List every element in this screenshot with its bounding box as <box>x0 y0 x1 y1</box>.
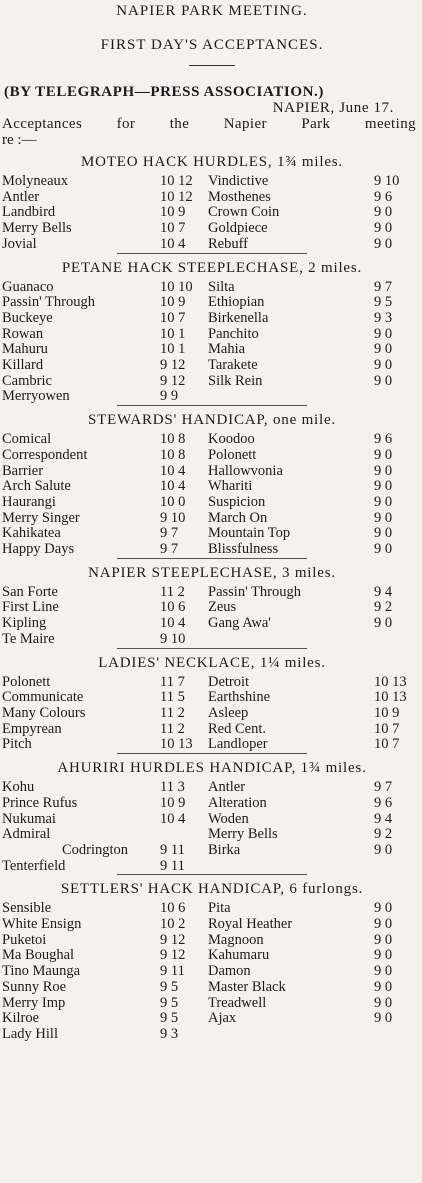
horse-weight: 10 12 <box>160 188 193 205</box>
horse-weight: 9 12 <box>160 947 186 964</box>
horse-name: Gang Awa' <box>208 615 271 632</box>
horse-weight: 9 0 <box>374 916 393 933</box>
horse-weight: 9 11 <box>160 857 185 874</box>
horse-name: Landbird <box>2 204 56 221</box>
horse-name: Sensible <box>2 900 52 917</box>
horse-weight: 10 7 <box>160 309 186 326</box>
horse-weight: 9 3 <box>374 309 393 326</box>
horse-name: Rowan <box>2 325 44 342</box>
horse-name: Woden <box>208 810 249 827</box>
race-section <box>2 757 422 875</box>
race-title: PETANE HACK STEEPLECHASE, 2 miles. <box>61 259 363 276</box>
horse-weight: 9 0 <box>374 493 393 510</box>
horse-weight: 10 0 <box>160 493 186 510</box>
horse-weight: 10 4 <box>160 478 186 495</box>
horse-weight: 10 9 <box>374 704 400 721</box>
horse-name: Merry Bells <box>208 826 278 843</box>
horse-weight: 9 12 <box>160 931 186 948</box>
horse-name: Birka <box>208 841 241 858</box>
race-section <box>2 409 422 559</box>
horse-weight: 9 0 <box>374 478 393 495</box>
horse-name: Polonett <box>2 673 51 690</box>
horse-name: Royal Heather <box>208 916 293 933</box>
horse-name: First Line <box>2 599 59 616</box>
horse-weight: 9 0 <box>374 446 393 463</box>
horse-name: Antler <box>208 779 246 796</box>
horse-name: Prince Rufus <box>2 794 78 811</box>
horse-weight: 9 7 <box>374 779 393 796</box>
horse-name: Comical <box>2 431 52 448</box>
horse-weight: 9 10 <box>160 630 186 647</box>
horse-name: Many Colours <box>2 704 86 721</box>
horse-weight: 9 0 <box>374 235 393 252</box>
horse-weight: 10 9 <box>160 294 186 311</box>
race-section <box>2 562 422 649</box>
horse-name: Communicate <box>2 689 84 706</box>
horse-weight: 9 7 <box>160 525 179 542</box>
horse-weight: 9 5 <box>374 294 393 311</box>
horse-name: March On <box>208 509 268 526</box>
horse-name: Codrington <box>62 841 129 858</box>
horse-weight: 10 7 <box>374 720 400 737</box>
horse-weight: 9 0 <box>374 1010 393 1027</box>
horse-weight: 9 5 <box>160 994 179 1011</box>
horse-name: Damon <box>208 963 251 980</box>
horse-weight <box>156 827 208 843</box>
horse-weight: 10 1 <box>160 341 186 358</box>
horse-name: Polonett <box>208 446 257 463</box>
horse-weight: 9 9 <box>160 388 179 405</box>
horse-weight: 9 0 <box>374 963 393 980</box>
section-divider <box>117 874 307 875</box>
horse-name: Arch Salute <box>2 478 71 495</box>
horse-weight: 10 1 <box>160 325 186 342</box>
horse-weight: 9 11 <box>160 963 185 980</box>
race-list <box>2 151 422 1043</box>
horse-weight: 9 7 <box>160 541 179 558</box>
horse-weight: 9 0 <box>374 841 393 858</box>
horse-name: White Ensign <box>2 916 82 933</box>
horse-weight: 9 6 <box>374 188 393 205</box>
horse-name: Treadwell <box>208 994 267 1011</box>
race-section <box>2 257 422 407</box>
section-divider <box>117 753 307 754</box>
horse-name: Magnoon <box>208 931 264 948</box>
horse-name <box>208 859 358 875</box>
section-divider <box>117 253 307 254</box>
horse-name: Tino Maunga <box>2 963 81 980</box>
source-line: (BY TELEGRAPH—PRESS ASSOCIATION.) <box>4 84 325 100</box>
horse-name: Crown Coin <box>208 204 280 221</box>
horse-name: Kipling <box>2 615 47 632</box>
horse-name: Passin' Through <box>208 583 301 600</box>
horse-weight: 9 0 <box>374 325 393 342</box>
horse-name: San Forte <box>2 583 58 600</box>
horse-name: Ethiopian <box>208 294 265 311</box>
horse-weight: 11 7 <box>160 673 185 690</box>
race-title: SETTLERS' HACK HANDICAP, 6 furlongs. <box>60 881 364 898</box>
horse-weight: 9 12 <box>160 372 186 389</box>
horse-name: Barrier <box>2 462 44 479</box>
horse-name: Tarakete <box>208 357 258 374</box>
horse-weight: 9 0 <box>374 220 393 237</box>
horse-name: Haurangi <box>2 493 56 510</box>
horse-name: Pita <box>208 900 231 917</box>
intro-line-continued: re :— <box>2 132 37 148</box>
horse-weight: 10 7 <box>374 736 400 753</box>
horse-name: Ajax <box>208 1010 237 1027</box>
horse-weight: 9 0 <box>374 947 393 964</box>
horse-name: Ma Boughal <box>2 947 75 964</box>
horse-weight: 10 9 <box>160 204 186 221</box>
horse-name: Landloper <box>208 736 268 753</box>
horse-name: Kahikatea <box>2 525 61 542</box>
horse-name: Passin' Through <box>2 294 95 311</box>
horse-weight: 10 8 <box>160 431 186 448</box>
horse-name: Vindictive <box>208 173 269 189</box>
section-divider <box>117 558 307 559</box>
horse-name: Merry Imp <box>2 994 66 1011</box>
horse-weight: 10 13 <box>374 673 407 690</box>
horse-name: Blissfulness <box>208 541 279 558</box>
race-title: NAPIER STEEPLECHASE, 3 miles. <box>88 564 336 581</box>
horse-weight: 9 0 <box>374 357 393 374</box>
horse-weight: 9 11 <box>160 841 185 858</box>
horse-weight: 9 0 <box>374 978 393 995</box>
heading-rule <box>189 65 235 66</box>
acceptance-table <box>2 901 422 1042</box>
horse-name: Sunny Roe <box>2 978 67 995</box>
horse-name: Silk Rein <box>208 372 263 389</box>
horse-name: Zeus <box>208 599 237 616</box>
horse-weight: 10 4 <box>160 615 186 632</box>
horse-name: Rebuff <box>208 235 249 252</box>
horse-name: Puketoi <box>2 931 47 948</box>
horse-name: Killard <box>2 357 44 374</box>
horse-name: Jovial <box>2 235 37 252</box>
horse-weight: 9 12 <box>160 357 186 374</box>
horse-name: Tenterfield <box>2 857 66 874</box>
horse-weight: 9 10 <box>374 173 400 189</box>
horse-name: Asleep <box>208 704 249 721</box>
horse-name: Molyneaux <box>2 173 69 189</box>
horse-name: Empyrean <box>2 720 62 737</box>
horse-weight: 10 10 <box>160 278 193 295</box>
horse-weight: 10 6 <box>160 599 186 616</box>
horse-name: Red Cent. <box>208 720 266 737</box>
horse-name: Guanaco <box>2 278 54 295</box>
section-divider <box>117 405 307 406</box>
horse-name: Hallowvonia <box>208 462 283 479</box>
horse-weight <box>358 1027 418 1043</box>
horse-name: Happy Days <box>2 541 75 558</box>
horse-weight: 9 3 <box>160 1025 179 1042</box>
horse-weight: 9 4 <box>374 810 393 827</box>
horse-weight: 10 13 <box>160 736 193 753</box>
horse-weight: 9 6 <box>374 794 393 811</box>
horse-name: Mahuru <box>2 341 48 358</box>
horse-name: Mosthenes <box>208 188 271 205</box>
horse-name: Panchito <box>208 325 259 342</box>
horse-weight: 9 7 <box>374 278 393 295</box>
horse-name: Goldpiece <box>208 220 268 237</box>
acceptance-table <box>2 432 422 558</box>
horse-weight: 9 0 <box>374 525 393 542</box>
horse-name <box>208 389 358 405</box>
horse-name: Alteration <box>208 794 267 811</box>
horse-weight: 9 0 <box>374 341 393 358</box>
horse-weight: 11 2 <box>160 720 185 737</box>
horse-weight: 11 2 <box>160 583 185 600</box>
acceptances-heading: FIRST DAY'S ACCEPTANCES. <box>100 37 324 53</box>
horse-weight <box>358 389 418 405</box>
horse-name <box>208 632 358 648</box>
horse-name: Te Maire <box>2 630 55 647</box>
intro-line: Acceptances for the Napier Park meeting <box>2 116 416 132</box>
acceptance-table <box>2 174 422 253</box>
horse-name: Mountain Top <box>208 525 291 542</box>
horse-name: Detroit <box>208 673 250 690</box>
horse-weight: 10 13 <box>374 689 407 706</box>
horse-weight: 11 5 <box>160 689 185 706</box>
acceptance-table <box>2 280 422 406</box>
acceptance-table <box>2 585 422 648</box>
horse-name: Pitch <box>2 736 32 753</box>
horse-name: Earthshine <box>208 689 271 706</box>
horse-weight: 9 0 <box>374 994 393 1011</box>
horse-weight: 9 0 <box>374 615 393 632</box>
horse-weight: 10 4 <box>160 810 186 827</box>
acceptance-table <box>2 780 422 874</box>
horse-name: Koodoo <box>208 431 255 448</box>
horse-name: Master Black <box>208 978 286 995</box>
horse-name: Suspicion <box>208 493 266 510</box>
horse-weight: 10 7 <box>160 220 186 237</box>
horse-weight <box>358 859 418 875</box>
horse-name: Kilroe <box>2 1010 40 1027</box>
horse-name: Mahia <box>208 341 246 358</box>
horse-weight: 10 6 <box>160 900 186 917</box>
horse-weight: 11 2 <box>160 704 185 721</box>
acceptance-table <box>2 675 422 754</box>
horse-weight: 9 5 <box>160 1010 179 1027</box>
horse-weight: 9 0 <box>374 900 393 917</box>
horse-name <box>208 1027 358 1043</box>
horse-weight: 9 0 <box>374 204 393 221</box>
horse-name: Admiral <box>2 826 51 843</box>
race-section <box>2 151 422 254</box>
race-title: MOTEO HACK HURDLES, 1¾ miles. <box>81 154 343 170</box>
horse-name: Whariti <box>208 478 253 495</box>
horse-name: Silta <box>208 278 235 295</box>
dateline: NAPIER, June 17. <box>272 100 394 116</box>
horse-name: Merry Singer <box>2 509 80 526</box>
horse-weight <box>358 632 418 648</box>
horse-name: Kahumaru <box>208 947 270 964</box>
section-divider <box>117 648 307 649</box>
horse-name: Kohu <box>2 779 35 796</box>
meeting-heading: NAPIER PARK MEETING. <box>116 3 308 19</box>
race-title: STEWARDS' HANDICAP, one mile. <box>88 412 336 429</box>
horse-weight: 10 8 <box>160 446 186 463</box>
horse-weight: 10 4 <box>160 235 186 252</box>
horse-weight: 9 5 <box>160 978 179 995</box>
horse-weight: 9 4 <box>374 583 393 600</box>
horse-weight: 9 10 <box>160 509 186 526</box>
horse-name: Correspondent <box>2 446 88 463</box>
horse-weight: 11 3 <box>160 779 185 796</box>
horse-weight: 9 0 <box>374 931 393 948</box>
horse-name: Nukumai <box>2 810 56 827</box>
horse-name: Cambric <box>2 372 52 389</box>
race-section <box>2 878 422 1042</box>
horse-weight: 9 0 <box>374 541 393 558</box>
horse-weight: 10 12 <box>160 173 193 189</box>
horse-name: Merry Bells <box>2 220 72 237</box>
horse-name: Buckeye <box>2 309 53 326</box>
horse-weight: 9 0 <box>374 509 393 526</box>
horse-name: Birkenella <box>208 309 269 326</box>
horse-name: Merryowen <box>2 388 70 405</box>
horse-weight: 9 6 <box>374 431 393 448</box>
horse-name: Antler <box>2 188 40 205</box>
race-title: AHURIRI HURDLES HANDICAP, 1¾ miles. <box>57 760 367 777</box>
horse-weight: 9 2 <box>374 826 393 843</box>
race-title: LADIES' NECKLACE, 1¼ miles. <box>98 654 326 671</box>
horse-name: Lady Hill <box>2 1025 58 1042</box>
horse-weight: 10 2 <box>160 916 186 933</box>
horse-weight: 10 4 <box>160 462 186 479</box>
horse-weight: 10 9 <box>160 794 186 811</box>
horse-weight: 9 0 <box>374 372 393 389</box>
horse-weight: 9 2 <box>374 599 393 616</box>
horse-weight: 9 0 <box>374 462 393 479</box>
race-section <box>2 652 422 755</box>
